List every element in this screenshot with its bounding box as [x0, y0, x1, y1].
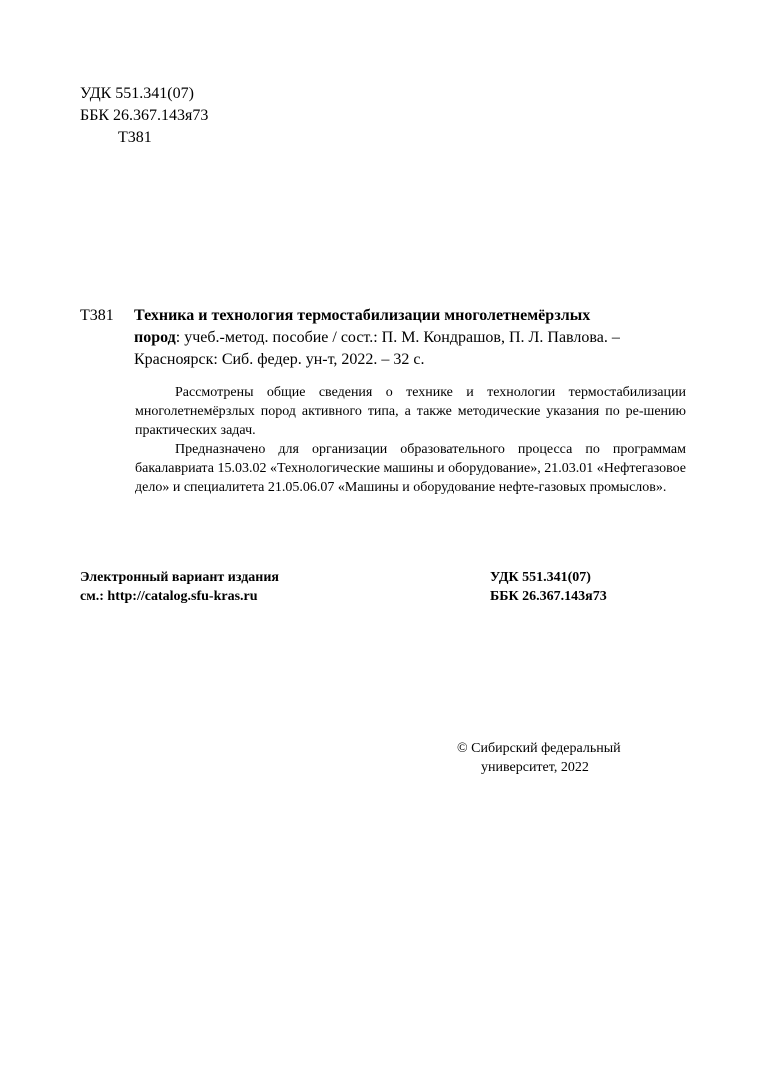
- bib-author-mark: Т381: [80, 307, 114, 324]
- bbk-code: ББК 26.367.143я73: [80, 107, 209, 124]
- bottom-udk-code: УДК 551.341(07): [490, 570, 591, 585]
- annotation-paragraph-1: Рассмотрены общие сведения о технике и технологии термостабилизации многолетнемёрзлых пород активного типа, а также методические указания по ре-шению практических задач.: [135, 385, 686, 438]
- bottom-bbk-code: ББК 26.367.143я73: [490, 589, 607, 604]
- copyright-notice: [457, 739, 621, 777]
- copyright-line-1: © Сибирский федеральный: [457, 741, 621, 756]
- annotation-paragraph-2: Предназначено для организации образовательного процесса по программам бакалавриата 15.03.02 «Технологические машины и оборудование», 21.03.01 «Нефтегазовое дело» и специалитета 21.05.06.07 «Машины и оборудование нефте-газовых промыслов».: [135, 442, 686, 495]
- bib-publication: Красноярск: Сиб. федер. ун-т, 2022. – 32 с.: [134, 351, 425, 368]
- bib-responsibility: : учеб.-метод. пособие / сост.: П. М. Кондрашов, П. Л. Павлова. –: [175, 329, 620, 346]
- bib-description: [134, 305, 686, 371]
- electronic-version-label: Электронный вариант издания: [80, 570, 279, 585]
- annotation: [135, 383, 686, 497]
- book-title-line-2: пород: [134, 329, 176, 346]
- book-title-line-1: Техника и технология термостабилизации многолетнемёрзлых: [134, 307, 591, 324]
- bibliographic-record: [80, 305, 686, 371]
- udk-code: УДК 551.341(07): [80, 85, 194, 102]
- copyright-line-2: университет, 2022: [481, 760, 589, 775]
- top-classification-codes: [80, 83, 208, 149]
- bib-line-2: [134, 327, 686, 349]
- bottom-classification-codes: [490, 568, 607, 606]
- author-mark: Т381: [118, 129, 152, 146]
- electronic-version-note: [80, 568, 279, 606]
- electronic-version-link[interactable]: см.: http://catalog.sfu-kras.ru: [80, 589, 258, 604]
